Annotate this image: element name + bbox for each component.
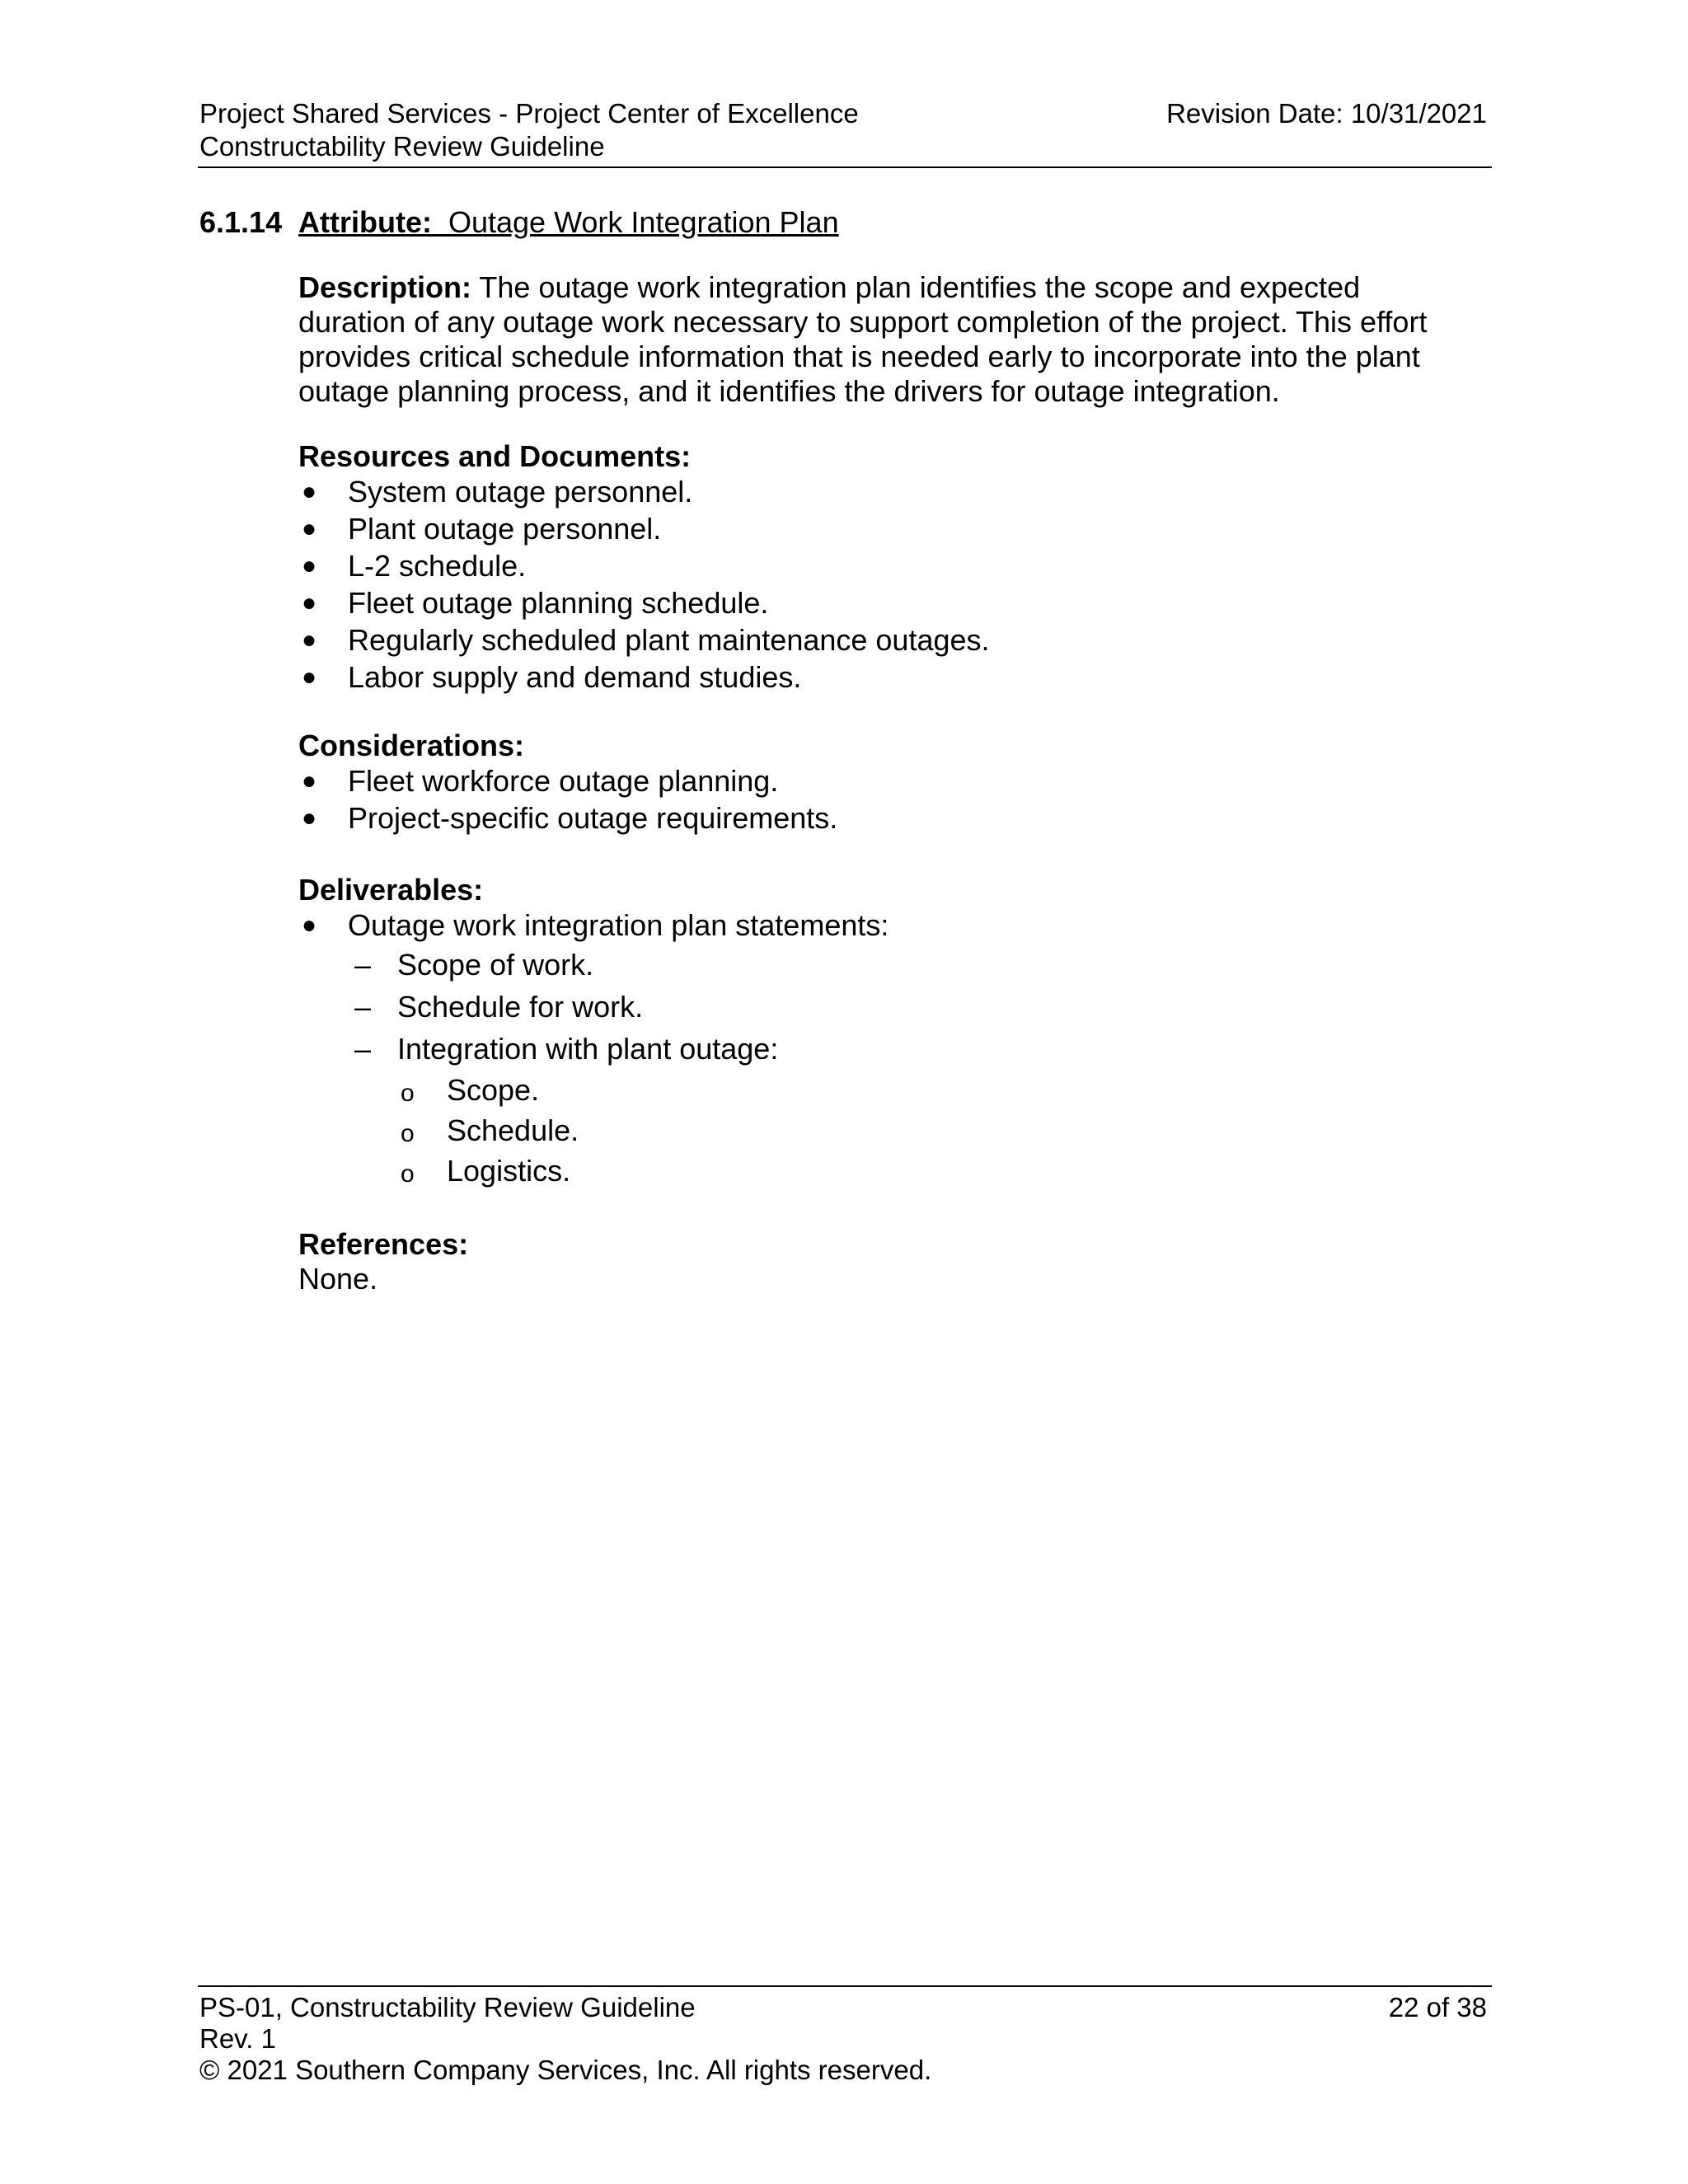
bullet-icon: ●	[302, 767, 317, 794]
resources-list	[298, 473, 990, 696]
list-item	[397, 1151, 579, 1191]
dash-icon: –	[354, 990, 372, 1024]
deliverables-subsublist	[397, 1070, 579, 1191]
header-document-title: Constructability Review Guideline	[199, 131, 605, 162]
dash-icon: –	[354, 948, 372, 982]
list-item	[298, 658, 990, 696]
list-item	[397, 1110, 579, 1151]
list-item	[298, 473, 990, 510]
list-item-text: Schedule for work.	[397, 990, 644, 1024]
deliverables-heading: Deliverables:	[298, 873, 484, 907]
bullet-icon: ●	[302, 478, 317, 505]
list-item-text: Regularly scheduled plant maintenance outages.	[348, 623, 990, 657]
list-item	[298, 621, 990, 658]
list-item	[348, 944, 778, 986]
footer-document-id: PS-01, Constructability Review Guideline	[199, 1992, 696, 2022]
dash-icon: –	[354, 1032, 372, 1066]
attribute-title: Outage Work Integration Plan	[448, 205, 839, 239]
list-item	[298, 799, 837, 837]
list-item	[298, 510, 990, 547]
list-item	[298, 547, 990, 584]
list-item-text: L-2 schedule.	[348, 549, 527, 583]
list-item	[298, 907, 889, 944]
list-item-text: Outage work integration plan statements:	[348, 908, 889, 942]
bullet-icon: ●	[302, 552, 317, 579]
list-item-text: Fleet workforce outage planning.	[348, 764, 779, 798]
header-organization: Project Shared Services - Project Center of Excellence	[199, 98, 859, 129]
bullet-icon: ●	[302, 804, 317, 832]
circle-bullet-icon: o	[401, 1160, 415, 1188]
list-item-text: Scope of work.	[397, 948, 594, 982]
bullet-icon: ●	[302, 626, 317, 654]
description-paragraph	[298, 270, 1469, 409]
bullet-icon: ●	[302, 589, 317, 616]
circle-bullet-icon: o	[401, 1080, 415, 1107]
list-item-text: System outage personnel.	[348, 475, 693, 509]
footer-copyright: © 2021 Southern Company Services, Inc. All rights reserved.	[199, 2055, 932, 2085]
list-item-text: Scope.	[447, 1073, 540, 1107]
bullet-icon: ●	[302, 912, 317, 939]
attribute-label: Attribute:	[298, 205, 432, 239]
list-item	[348, 1028, 778, 1070]
considerations-list	[298, 762, 837, 837]
list-item-text: Fleet outage planning schedule.	[348, 586, 769, 620]
list-item-text: Plant outage personnel.	[348, 512, 662, 546]
circle-bullet-icon: o	[401, 1120, 415, 1147]
considerations-heading: Considerations:	[298, 729, 525, 762]
list-item	[397, 1070, 579, 1110]
list-item	[348, 986, 778, 1028]
footer-page-number: 22 of 38	[1388, 1992, 1487, 2022]
footer-revision: Rev. 1	[199, 2023, 276, 2054]
header-revision-date: Revision Date: 10/31/2021	[1166, 98, 1487, 129]
list-item	[298, 762, 837, 799]
page-header	[198, 97, 1492, 168]
section-heading	[199, 204, 839, 241]
section-number: 6.1.14	[199, 205, 283, 239]
list-item-text: Project-specific outage requirements.	[348, 801, 838, 835]
references-heading: References:	[298, 1227, 469, 1261]
deliverables-sublist	[348, 944, 778, 1070]
list-item-text: Integration with plant outage:	[397, 1032, 779, 1066]
list-item-text: Logistics.	[447, 1154, 571, 1188]
list-item-text: Labor supply and demand studies.	[348, 660, 802, 694]
references-value: None.	[298, 1262, 378, 1296]
description-text: The outage work integration plan identifies the scope and expected duration of any outage work necessary to support completion of the project. This effort provides critical schedule information that is needed early to incorporate into the plant outage planning process, and it identifies the drivers for outage integration.	[298, 270, 1428, 408]
list-item-text: Schedule.	[447, 1113, 579, 1147]
description-label: Description:	[298, 270, 472, 304]
deliverables-list	[298, 907, 889, 944]
page-footer	[198, 1985, 1492, 2086]
resources-heading: Resources and Documents:	[298, 439, 692, 473]
bullet-icon: ●	[302, 515, 317, 542]
attribute-title-spacer	[432, 205, 448, 239]
bullet-icon: ●	[302, 663, 317, 691]
list-item	[298, 584, 990, 621]
header-left	[199, 97, 859, 163]
